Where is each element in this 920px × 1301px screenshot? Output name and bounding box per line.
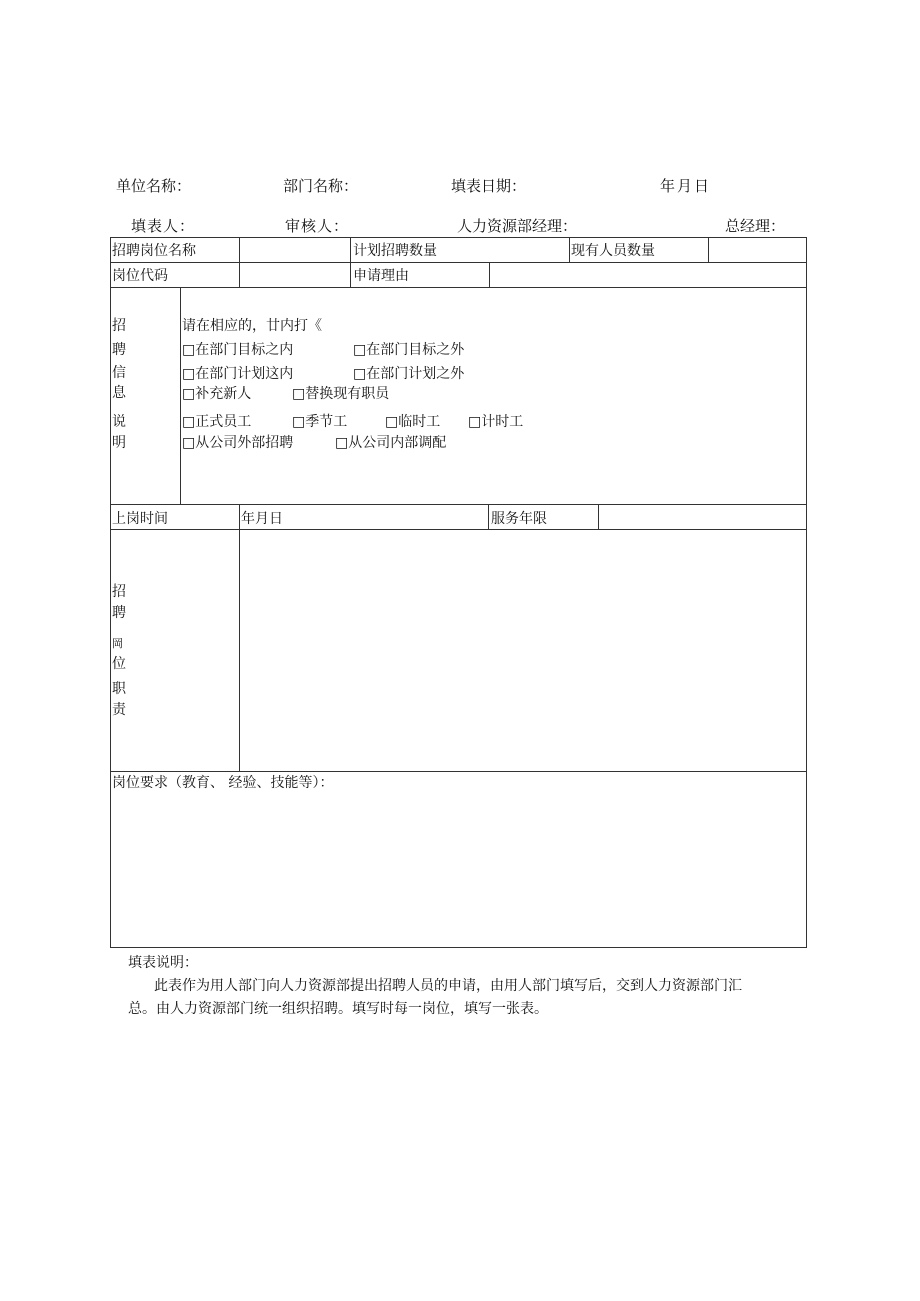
planned-count-label: 计划招聘数量 [353, 243, 437, 259]
position-name-label: 招聘岗位名称 [112, 243, 196, 259]
reason-label: 申请理由 [353, 268, 409, 284]
recruit-info-instruction: 请在相应的，廿内打《 [182, 318, 322, 334]
side-char: 招 [112, 318, 126, 334]
reviewer-label: 审核人： [285, 217, 350, 235]
duties-field[interactable] [243, 534, 803, 766]
start-time-label: 上岗时间 [112, 511, 168, 527]
side-char: 位 [112, 656, 126, 672]
side-char: 责 [112, 702, 126, 718]
notes-line-2: 总。由人力资源部门统一组织招聘。填写时每一岗位，填写一张表。 [128, 1001, 548, 1017]
option-seasonal[interactable]: □季节工 [292, 414, 348, 430]
unit-name-label: 单位名称： [116, 177, 192, 195]
notes-title: 填表说明： [128, 955, 198, 971]
fill-date-ymd: 年月日 [660, 177, 712, 195]
option-hourly[interactable]: □计时工 [468, 414, 524, 430]
side-char: 明 [112, 435, 126, 451]
side-char: 聘 [112, 605, 126, 621]
current-count-label: 现有人员数量 [571, 243, 655, 259]
option-outside-plan[interactable]: □在部门计划之外 [353, 366, 465, 382]
side-char: 招 [112, 584, 126, 600]
start-time-field[interactable]: 年月日 [241, 511, 283, 527]
side-char: 岡 [112, 637, 123, 650]
option-replace[interactable]: □替换现有职员 [292, 386, 390, 402]
option-within-goal[interactable]: □在部门目标之内 [182, 342, 294, 358]
service-years-label: 服务年限 [491, 511, 547, 527]
option-outside-goal[interactable]: □在部门目标之外 [353, 342, 465, 358]
option-temporary[interactable]: □临时工 [385, 414, 441, 430]
hr-manager-label: 人力资源部经理： [457, 217, 578, 235]
side-char: 说 [112, 414, 126, 430]
option-external[interactable]: □从公司外部招聘 [182, 435, 294, 451]
side-char: 职 [112, 681, 126, 697]
option-internal[interactable]: □从公司内部调配 [335, 435, 447, 451]
side-char: 息 [112, 385, 126, 401]
notes-line-1: 此表作为用人部门向人力资源部提出招聘人员的申请，由用人部门填写后，交到人力资源部门汇 [154, 978, 742, 994]
requirements-field[interactable] [112, 795, 804, 943]
requirements-label: 岗位要求（教育、 经验、技能等）： [112, 775, 334, 791]
general-manager-label: 总经理： [725, 217, 786, 235]
position-code-label: 岗位代码 [112, 268, 168, 284]
option-within-plan[interactable]: □在部门计划这内 [182, 366, 294, 382]
option-fulltime[interactable]: □正式员工 [182, 414, 252, 430]
option-new-hire[interactable]: □补充新人 [182, 386, 252, 402]
dept-name-label: 部门名称： [283, 177, 359, 195]
filler-label: 填表人： [131, 217, 196, 235]
side-char: 聘 [112, 342, 126, 358]
side-char: 信 [112, 365, 126, 381]
fill-date-label: 填表日期： [451, 177, 527, 195]
